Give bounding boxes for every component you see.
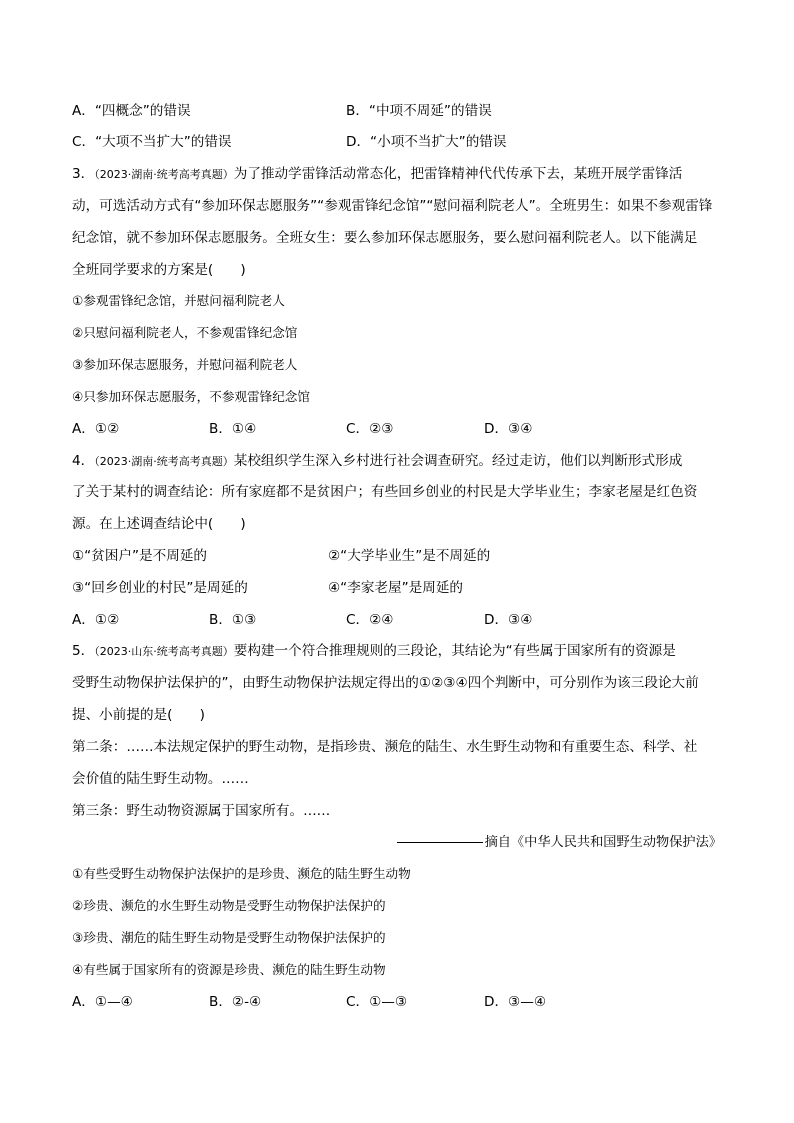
q4-option-c: C．②④ [346,612,394,628]
q3-stem-text-1: 为了推动学雷锋活动常态化，把雷锋精神代代传承下去，某班开展学雷锋活 [233,166,683,182]
q5-item-1: ①有些受野生动物保护法保护的是珍贵、濒危的陆生野生动物 [72,866,411,881]
q3-option-c: C．②③ [346,421,394,437]
excerpt-dash-line [397,842,483,843]
q2-option-d: D．“小项不当扩大”的错误 [346,134,507,150]
q3-item-1: ①参观雷锋纪念馆，并慰问福利院老人 [72,293,285,308]
q4-stem-text-1: 某校组织学生深入乡村进行社会调查研究。经过走访，他们以判断形式形成 [233,453,683,469]
q4-option-a: A．①② [72,612,120,628]
q5-number: 5． [72,643,95,659]
q4-stem-line-1 [72,451,722,472]
q2-options-row-1 [72,101,722,121]
q3-option-b: B．①④ [209,421,257,437]
q3-stem-line-1 [72,164,722,185]
q5-law-article-2-line-2: 会价值的陆生野生动物。…… [72,771,249,787]
q4-items-row-2 [72,578,722,598]
q3-option-a: A．①② [72,421,120,437]
q3-item-2: ②只慰问福利院老人，不参观雷锋纪念馆 [72,325,298,340]
q3-source: （2023·湖南·统考高考真题） [94,168,234,181]
q5-stem-text-1: 要构建一个符合推理规则的三段论，其结论为“有些属于国家所有的资源是 [233,643,676,659]
q3-number: 3． [72,166,95,182]
q4-item-2: ②“大学毕业生”是不周延的 [328,548,491,564]
q5-law-article-3: 第三条：野生动物资源属于国家所有。…… [72,803,331,819]
q5-option-c: C．①—③ [346,994,408,1010]
q4-item-3: ③“回乡创业的村民”是周延的 [72,580,248,596]
q4-source: （2023·湖南·统考高考真题） [94,455,234,468]
q5-option-a: A．①—④ [72,994,133,1010]
q4-stem-line-3: 源。在上述调查结论中( ) [72,516,246,532]
q5-excerpt-source [397,833,722,853]
q5-source: （2023·山东·统考高考真题） [94,645,234,658]
q3-item-4: ④只参加环保志愿服务，不参观雷锋纪念馆 [72,389,310,404]
q5-option-d: D．③—④ [484,994,547,1010]
q3-option-d: D．③④ [484,421,533,437]
q3-stem-line-4: 全班同学要求的方案是( ) [72,262,246,278]
q4-number: 4． [72,453,95,469]
q4-option-d: D．③④ [484,612,533,628]
q5-law-article-2-line-1: 第二条：……本法规定保护的野生动物，是指珍贵、濒危的陆生、水生野生动物和有重要生态、科学、社 [72,739,698,755]
q3-stem-line-3: 纪念馆，就不参加环保志愿服务。全班女生：要么参加环保志愿服务，要么慰问福利院老人。以下能满足 [72,230,698,246]
q5-item-3: ③珍贵、潮危的陆生野生动物是受野生动物保护法保护的 [72,930,386,945]
q5-excerpt-text: 摘自《中华人民共和国野生动物保护法》 [484,835,722,850]
q4-items-row-1 [72,546,722,566]
q2-options-row-2 [72,132,722,152]
q5-stem-line-2: 受野生动物保护法保护的”，由野生动物保护法规定得出的①②③④四个判断中，可分别作为该三段论大前 [72,675,699,691]
q3-stem-line-2: 动，可选活动方式有“参加环保志愿服务”“参观雷锋纪念馆”“慰问福利院老人”。全班男生：如果不参观雷锋 [72,198,713,214]
q2-option-b: B．“中项不周延”的错误 [346,103,492,119]
q2-option-a: A．“四概念”的错误 [72,103,191,119]
q5-item-2: ②珍贵、濒危的水生野生动物是受野生动物保护法保护的 [72,898,386,913]
q5-item-4: ④有些属于国家所有的资源是珍贵、濒危的陆生野生动物 [72,962,386,977]
q5-option-b: B．②-④ [209,994,262,1010]
q2-option-c: C．“大项不当扩大”的错误 [72,134,232,150]
q5-stem-line-3: 提、小前提的是( ) [72,707,205,723]
q3-item-3: ③参加环保志愿服务，并慰问福利院老人 [72,357,298,372]
q4-item-4: ④“李家老屋”是周延的 [328,580,464,596]
q4-option-b: B．①③ [209,612,257,628]
q4-stem-line-2: 了关于某村的调查结论：所有家庭都不是贫困户；有些回乡创业的村民是大学毕业生；李家老屋是红色资 [72,484,698,500]
q5-stem-line-1 [72,641,722,662]
q4-item-1: ①“贫困户”是不周延的 [72,548,208,564]
